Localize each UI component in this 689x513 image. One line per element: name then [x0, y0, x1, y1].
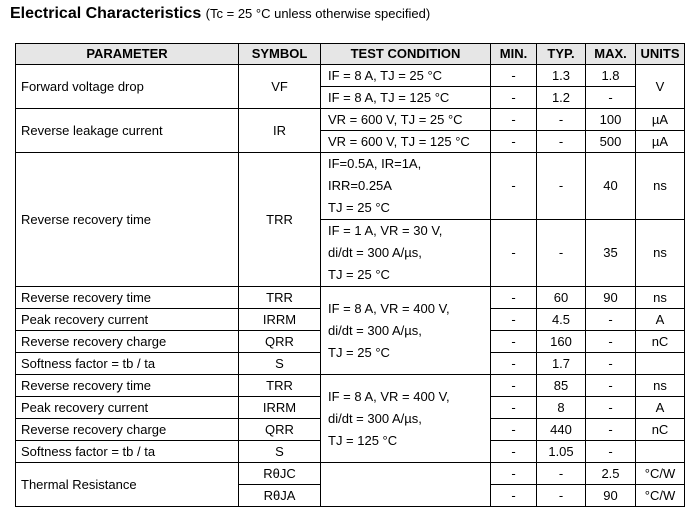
max-cell: 90 — [586, 287, 636, 309]
unit-cell: ns — [636, 153, 685, 220]
max-cell: 40 — [586, 153, 636, 220]
typ-cell: 1.7 — [537, 353, 586, 375]
condition-line: di/dt = 300 A/µs, — [328, 410, 422, 426]
table-row — [16, 153, 685, 220]
param-cell: Thermal Resistance — [16, 463, 239, 507]
condition-cell — [321, 220, 491, 287]
symbol-cell: QRR — [239, 419, 321, 441]
header-test-condition: TEST CONDITION — [321, 44, 491, 65]
title-text: Electrical Characteristics — [10, 5, 202, 22]
unit-cell: °C/W — [636, 463, 685, 485]
condition-cell: VR = 600 V, TJ = 25 °C — [321, 109, 491, 131]
max-cell: - — [586, 441, 636, 463]
unit-cell: ns — [636, 220, 685, 287]
min-cell: - — [491, 287, 537, 309]
typ-cell: - — [537, 485, 586, 507]
condition-line: IF = 8 A, VR = 400 V, — [328, 300, 450, 316]
condition-line: di/dt = 300 A/µs, — [328, 322, 422, 338]
table-row — [16, 375, 685, 397]
symbol-cell: VF — [239, 65, 321, 109]
typ-cell: 1.3 — [537, 65, 586, 87]
max-cell: - — [586, 309, 636, 331]
param-cell: Reverse recovery charge — [16, 331, 239, 353]
condition-line: TJ = 25 °C — [328, 344, 390, 360]
max-cell: - — [586, 353, 636, 375]
table-row — [16, 65, 685, 87]
max-cell: 1.8 — [586, 65, 636, 87]
min-cell: - — [491, 397, 537, 419]
typ-cell: - — [537, 463, 586, 485]
max-cell: - — [586, 419, 636, 441]
param-cell: Peak recovery current — [16, 397, 239, 419]
symbol-cell: S — [239, 353, 321, 375]
condition-cell — [321, 153, 491, 220]
max-cell: - — [586, 87, 636, 109]
unit-cell — [636, 441, 685, 463]
unit-cell: A — [636, 397, 685, 419]
unit-cell: V — [636, 65, 685, 109]
unit-cell: µA — [636, 109, 685, 131]
table-header-row — [16, 44, 685, 65]
max-cell: 35 — [586, 220, 636, 287]
unit-cell: µA — [636, 131, 685, 153]
header-max: MAX. — [586, 44, 636, 65]
symbol-cell: IR — [239, 109, 321, 153]
header-units: UNITS — [636, 44, 685, 65]
max-cell: - — [586, 375, 636, 397]
condition-line: IF=0.5A, IR=1A, — [328, 156, 422, 171]
table-row — [16, 109, 685, 131]
condition-cell — [321, 287, 491, 375]
min-cell: - — [491, 153, 537, 220]
condition-cell: IF = 8 A, TJ = 125 °C — [321, 87, 491, 109]
symbol-cell: RθJA — [239, 485, 321, 507]
symbol-cell: TRR — [239, 375, 321, 397]
min-cell: - — [491, 463, 537, 485]
unit-cell: °C/W — [636, 485, 685, 507]
condition-cell — [321, 375, 491, 463]
symbol-cell: S — [239, 441, 321, 463]
max-cell: - — [586, 397, 636, 419]
condition-cell: VR = 600 V, TJ = 125 °C — [321, 131, 491, 153]
param-cell: Softness factor = tb / ta — [16, 353, 239, 375]
symbol-cell: TRR — [239, 287, 321, 309]
unit-cell: nC — [636, 419, 685, 441]
condition-cell — [321, 463, 491, 507]
electrical-characteristics-table — [15, 43, 685, 507]
min-cell: - — [491, 375, 537, 397]
header-parameter: PARAMETER — [16, 44, 239, 65]
symbol-cell: QRR — [239, 331, 321, 353]
symbol-cell: IRRM — [239, 309, 321, 331]
typ-cell: 60 — [537, 287, 586, 309]
typ-cell: 8 — [537, 397, 586, 419]
min-cell: - — [491, 419, 537, 441]
typ-cell: - — [537, 220, 586, 287]
condition-line: IRR=0.25A — [328, 178, 392, 193]
param-cell: Reverse recovery charge — [16, 419, 239, 441]
condition-line: TJ = 25 °C — [328, 200, 390, 215]
section-title — [10, 5, 430, 23]
min-cell: - — [491, 441, 537, 463]
unit-cell: ns — [636, 287, 685, 309]
typ-cell: - — [537, 109, 586, 131]
symbol-cell: TRR — [239, 153, 321, 287]
condition-line: TJ = 25 °C — [328, 267, 390, 282]
min-cell: - — [491, 87, 537, 109]
unit-cell: nC — [636, 331, 685, 353]
table-row — [16, 287, 685, 309]
header-min: MIN. — [491, 44, 537, 65]
typ-cell: 85 — [537, 375, 586, 397]
param-cell: Reverse recovery time — [16, 375, 239, 397]
min-cell: - — [491, 131, 537, 153]
param-cell: Forward voltage drop — [16, 65, 239, 109]
max-cell: 100 — [586, 109, 636, 131]
param-cell: Reverse recovery time — [16, 153, 239, 287]
condition-line: TJ = 125 °C — [328, 432, 398, 448]
unit-cell — [636, 353, 685, 375]
header-symbol: SYMBOL — [239, 44, 321, 65]
max-cell: 90 — [586, 485, 636, 507]
min-cell: - — [491, 109, 537, 131]
min-cell: - — [491, 220, 537, 287]
min-cell: - — [491, 309, 537, 331]
typ-cell: 1.2 — [537, 87, 586, 109]
symbol-cell: IRRM — [239, 397, 321, 419]
typ-cell: - — [537, 131, 586, 153]
max-cell: - — [586, 331, 636, 353]
title-condition: (Tc = 25 °C unless otherwise specified) — [205, 6, 431, 21]
typ-cell: - — [537, 153, 586, 220]
param-cell: Reverse recovery time — [16, 287, 239, 309]
header-typ: TYP. — [537, 44, 586, 65]
unit-cell: ns — [636, 375, 685, 397]
max-cell: 500 — [586, 131, 636, 153]
min-cell: - — [491, 485, 537, 507]
max-cell: 2.5 — [586, 463, 636, 485]
param-cell: Softness factor = tb / ta — [16, 441, 239, 463]
condition-line: IF = 8 A, VR = 400 V, — [328, 388, 450, 404]
unit-cell: A — [636, 309, 685, 331]
typ-cell: 1.05 — [537, 441, 586, 463]
param-cell: Reverse leakage current — [16, 109, 239, 153]
param-cell: Peak recovery current — [16, 309, 239, 331]
min-cell: - — [491, 65, 537, 87]
typ-cell: 440 — [537, 419, 586, 441]
symbol-cell: RθJC — [239, 463, 321, 485]
typ-cell: 160 — [537, 331, 586, 353]
condition-line: di/dt = 300 A/µs, — [328, 245, 422, 260]
condition-cell: IF = 8 A, TJ = 25 °C — [321, 65, 491, 87]
typ-cell: 4.5 — [537, 309, 586, 331]
table-row — [16, 463, 685, 485]
min-cell: - — [491, 353, 537, 375]
condition-line: IF = 1 A, VR = 30 V, — [328, 223, 443, 238]
min-cell: - — [491, 331, 537, 353]
